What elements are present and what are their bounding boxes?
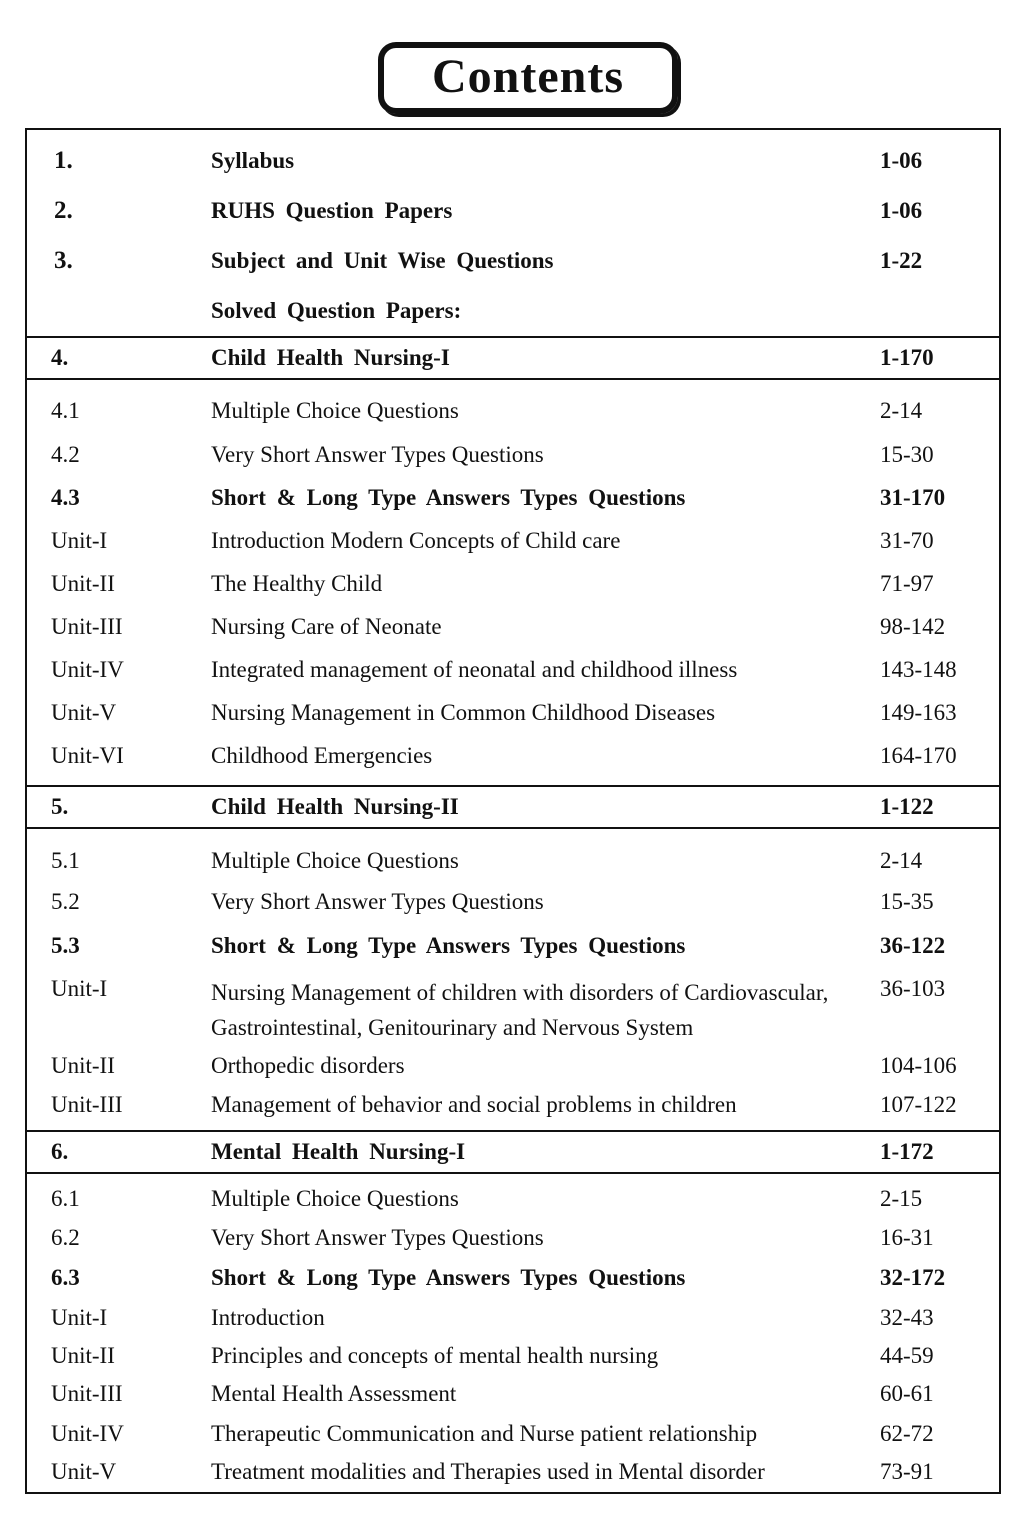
toc-number: Unit-III [51,1381,123,1406]
toc-pages: 31-70 [880,528,934,553]
toc-number: 4.2 [51,442,80,467]
toc-number: Unit-I [51,1305,108,1330]
toc-number: 2. [54,197,73,224]
toc-pages: 15-30 [880,442,934,467]
toc-label: Management of behavior and social problems in children [211,1092,737,1117]
toc-number: Unit-II [51,571,115,596]
toc-pages: 15-35 [880,889,934,914]
toc-label: The Healthy Child [211,571,383,596]
toc-pages: 143-148 [880,657,957,682]
toc-number: 5.2 [51,889,80,914]
toc-pages: 164-170 [880,743,957,768]
toc-label: Principles and concepts of mental health nursing [211,1343,659,1368]
toc-label: Nursing Management in Common Childhood Diseases [211,700,716,725]
toc-pages: 107-122 [880,1092,957,1117]
toc-number: Unit-II [51,1343,115,1368]
toc-pages: 44-59 [880,1343,934,1368]
toc-pages: 149-163 [880,700,957,725]
section-header [27,1130,999,1174]
toc-label: Short & Long Type Answers Types Questions [211,485,686,510]
toc-label: Very Short Answer Types Questions [211,442,544,467]
toc-number: Unit-V [51,1459,117,1484]
toc-label: Introduction [211,1305,325,1330]
toc-number: 4.3 [51,485,80,510]
toc-number: 4.1 [51,398,80,423]
section-pages: 1-172 [880,1139,934,1164]
toc-number: Unit-II [51,1053,115,1078]
toc-number: 5.1 [51,848,80,873]
toc-label: Multiple Choice Questions [211,848,459,873]
section-pages: 1-122 [880,794,934,819]
toc-pages: 32-172 [880,1265,946,1290]
toc-number: 6.3 [51,1265,80,1290]
toc-pages: 2-14 [880,848,923,873]
toc-number: Unit-III [51,614,123,639]
toc-label: Integrated management of neonatal and childhood illness [211,657,738,682]
toc-pages: 71-97 [880,571,934,596]
section-number: 5. [51,794,69,819]
toc-pages: 104-106 [880,1053,957,1078]
contents-title-box [378,42,678,114]
page-title: Contents [431,49,624,103]
toc-number: Unit-I [51,976,108,1001]
section-title: Mental Health Nursing-I [211,1139,466,1164]
toc-label: Short & Long Type Answers Types Questions [211,1265,686,1290]
toc-label: Multiple Choice Questions [211,398,459,423]
toc-pages: 2-15 [880,1186,923,1211]
toc-label: Syllabus [211,148,295,173]
toc-number: 6.2 [51,1225,80,1250]
toc-pages: 73-91 [880,1459,934,1484]
toc-label: Introduction Modern Concepts of Child care [211,528,621,553]
toc-label: Very Short Answer Types Questions [211,1225,544,1250]
toc-label: Orthopedic disorders [211,1053,405,1078]
toc-label: Subject and Unit Wise Questions [211,248,554,273]
toc-label: Very Short Answer Types Questions [211,889,544,914]
toc-pages: 2-14 [880,398,923,423]
section-number: 6. [51,1139,69,1164]
section-pages: 1-170 [880,345,934,370]
section-number: 4. [51,345,69,370]
section-title: Child Health Nursing-I [211,345,450,370]
toc-number: 5.3 [51,933,80,958]
toc-number: 6.1 [51,1186,80,1211]
toc-label: Nursing Management of children with disorders of Cardiovascular, Gastrointestinal, Genitourinary and Nervous System [211,980,829,1040]
toc-label: Solved Question Papers: [211,298,462,323]
toc-number: Unit-V [51,700,117,725]
toc-label: Mental Health Assessment [211,1381,457,1406]
section-header [27,336,999,380]
toc-label: Multiple Choice Questions [211,1186,459,1211]
toc-number: Unit-IV [51,1421,124,1446]
toc-pages: 60-61 [880,1381,934,1406]
toc-pages: 36-103 [880,976,946,1001]
toc-number: Unit-I [51,528,108,553]
toc-pages: 36-122 [880,933,946,958]
toc-label: RUHS Question Papers [211,198,453,223]
toc-number: Unit-IV [51,657,124,682]
toc-label: Childhood Emergencies [211,743,433,768]
toc-pages: 32-43 [880,1305,934,1330]
toc-pages: 62-72 [880,1421,934,1446]
toc-pages: 1-22 [880,248,923,273]
toc-label: Treatment modalities and Therapies used in Mental disorder [211,1459,765,1484]
toc-pages: 1-06 [880,198,923,223]
section-header [27,785,999,829]
toc-number: Unit-VI [51,743,124,768]
section-title: Child Health Nursing-II [211,794,459,819]
toc-pages: 16-31 [880,1225,934,1250]
toc-pages: 31-170 [880,485,946,510]
toc-label: Nursing Care of Neonate [211,614,442,639]
toc-number: 3. [54,247,73,274]
contents-table [25,128,1001,1494]
toc-label: Therapeutic Communication and Nurse patient relationship [211,1421,758,1446]
toc-pages: 98-142 [880,614,946,639]
toc-label: Short & Long Type Answers Types Questions [211,933,686,958]
toc-number: Unit-III [51,1092,123,1117]
toc-number: 1. [54,147,73,174]
toc-pages: 1-06 [880,148,923,173]
